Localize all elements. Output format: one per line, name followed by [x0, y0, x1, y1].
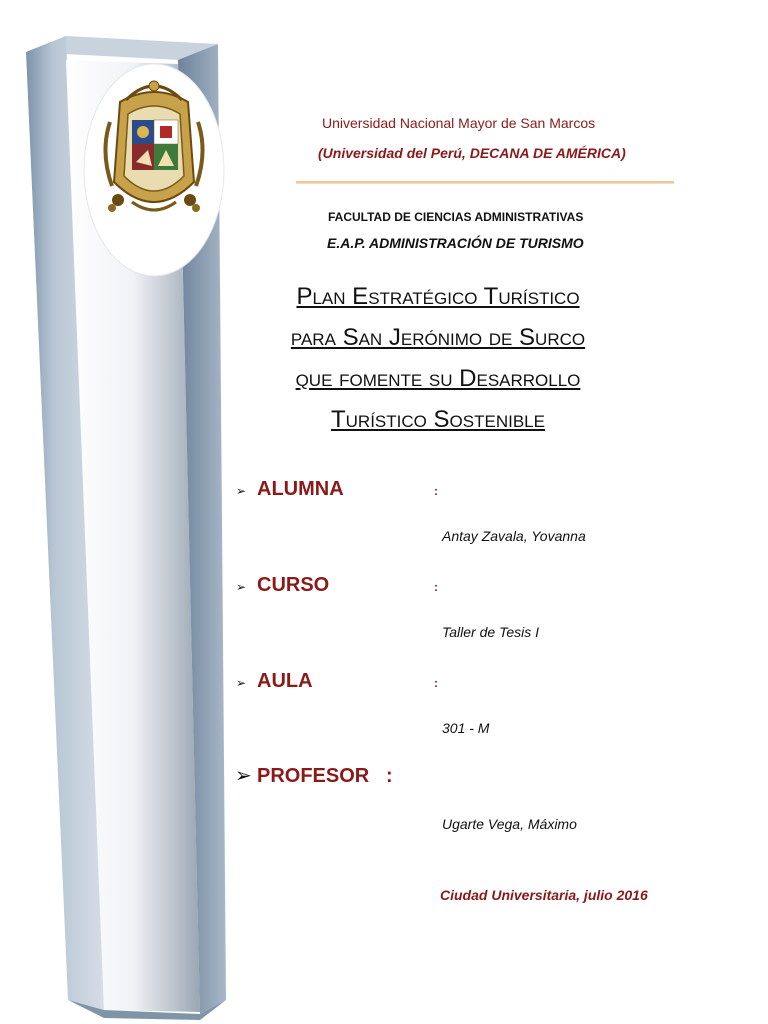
field-colon: :	[434, 484, 438, 498]
arrowhead-bullet-icon: ➢	[236, 484, 247, 498]
school-name: E.A.P. ADMINISTRACIÓN DE TURISMO	[327, 235, 584, 251]
field-label: AULA	[257, 670, 313, 692]
field-label: PROFESOR	[257, 765, 370, 787]
university-name: Universidad Nacional Mayor de San Marcos	[322, 115, 596, 131]
field-value-profesor: Ugarte Vega, Máximo	[442, 816, 577, 832]
arrowhead-bullet-icon: ➢	[235, 765, 252, 787]
field-aula	[236, 670, 706, 700]
field-curso	[236, 574, 706, 604]
field-colon: :	[434, 676, 438, 690]
university-seal-logo	[82, 62, 226, 278]
title-line: para San Jerónimo de Surco	[290, 324, 586, 351]
arrowhead-bullet-icon: ➢	[236, 676, 247, 690]
field-label: CURSO	[257, 574, 330, 596]
field-profesor	[236, 765, 706, 795]
field-value-aula: 301 - M	[442, 720, 490, 736]
document-title	[226, 276, 650, 440]
field-colon: :	[434, 580, 438, 594]
title-line: que fomente su Desarrollo	[295, 365, 581, 392]
title-line: Plan Estratégico Turístico	[296, 283, 580, 310]
field-colon: :	[386, 765, 393, 787]
title-line: Turístico Sostenible	[331, 406, 545, 433]
faculty-name: FACULTAD DE CIENCIAS ADMINISTRATIVAS	[328, 210, 584, 224]
field-value-curso: Taller de Tesis I	[442, 624, 540, 640]
header-divider	[296, 181, 674, 184]
place-and-date: Ciudad Universitaria, julio 2016	[440, 887, 648, 903]
field-alumna	[236, 478, 706, 508]
university-subtitle: (Universidad del Perú, DECANA DE AMÉRICA)	[318, 145, 626, 161]
arrowhead-bullet-icon: ➢	[236, 580, 247, 594]
field-value-alumna: Antay Zavala, Yovanna	[442, 528, 586, 544]
field-label: ALUMNA	[257, 478, 344, 500]
